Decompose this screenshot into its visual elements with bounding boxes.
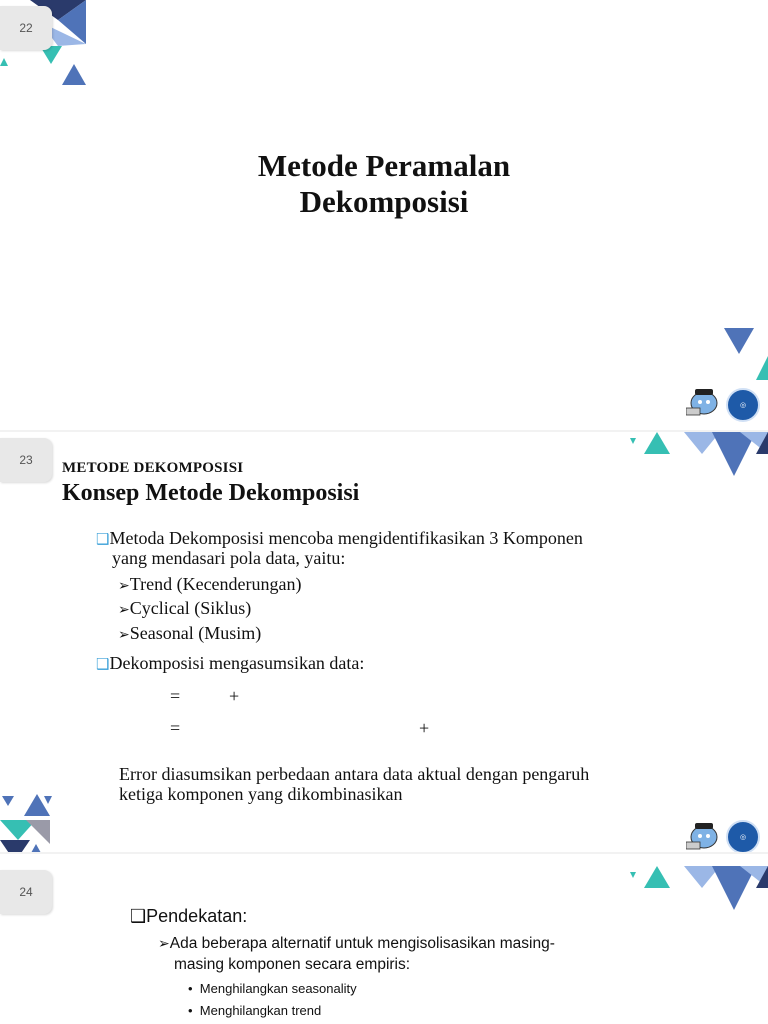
error-text-line-1: Error diasumsikan perbedaan antara data aktual dengan pengaruh <box>119 764 590 784</box>
triangle-decoration-top-right <box>620 862 768 912</box>
sub-item-cyclical <box>118 598 251 620</box>
list-item <box>188 979 357 999</box>
error-text-line-2: ketiga komponen yang dikombinasikan <box>119 784 403 804</box>
square-bullet-icon: ❑ <box>96 530 110 548</box>
bullet-1-line-1: Metoda Dekomposisi mencoba mengidentifikasikan 3 Komponen <box>109 528 583 548</box>
slide-number: 23 <box>0 438 52 482</box>
slide-title <box>0 148 768 220</box>
equation-1-plus: + <box>229 686 240 706</box>
sub-item-trend <box>118 574 302 596</box>
slide-24 <box>0 854 768 1024</box>
slide-number: 24 <box>0 870 52 914</box>
university-seal-logo: ◎ <box>726 820 760 852</box>
triangle-decoration-left <box>0 794 60 852</box>
slide-number: 22 <box>0 6 52 50</box>
list-item <box>188 1001 321 1021</box>
arrow-bullet-icon: ➢ <box>158 936 170 952</box>
bullet-2-text: Dekomposisi mengasumsikan data: <box>109 653 365 673</box>
slide-heading: Konsep Metode Dekomposisi <box>62 480 360 506</box>
dot-bullet-icon: • <box>188 981 193 996</box>
sub-item-seasonal <box>118 623 261 645</box>
square-bullet-icon: ❑ <box>96 655 110 673</box>
arrow-bullet-icon: ➢ <box>118 627 130 643</box>
bullet-1 <box>96 528 583 549</box>
sub-bullet-line-1 <box>158 934 555 954</box>
equation-2-plus: + <box>419 718 430 738</box>
bullet-1-line-2: yang mendasari pola data, yaitu: <box>112 548 346 568</box>
mascot-logo <box>686 386 722 416</box>
arrow-bullet-icon: ➢ <box>118 602 130 618</box>
triangle-decoration-top-right <box>620 432 768 482</box>
sub-bullet-line-2: masing komponen secara empiris: <box>174 956 411 973</box>
sub-item-label: Seasonal (Musim) <box>129 623 262 643</box>
list-item-label: Menghilangkan trend <box>199 1003 322 1018</box>
arrow-bullet-icon: ➢ <box>118 578 130 594</box>
sub-bullet-text: Ada beberapa alternatif untuk mengisolisasikan masing- <box>169 935 555 952</box>
dot-bullet-icon: • <box>188 1003 193 1018</box>
sub-item-label: Cyclical (Siklus) <box>129 598 252 618</box>
title-line-2: Dekomposisi <box>299 184 469 219</box>
slide-kicker: METODE DEKOMPOSISI <box>62 460 244 476</box>
mascot-logo <box>686 820 722 850</box>
square-bullet-icon: ❑ <box>130 906 147 927</box>
bullet-pendekatan <box>130 906 247 927</box>
list-item-label: Menghilangkan seasonality <box>199 981 357 996</box>
title-line-1: Metode Peramalan <box>257 148 511 183</box>
slide-22 <box>0 0 768 430</box>
slide-23 <box>0 432 768 852</box>
equation-1-equals: = <box>170 686 181 706</box>
sub-item-label: Trend (Kecenderungan) <box>129 574 302 594</box>
equation-2-equals: = <box>170 718 181 738</box>
bullet-2 <box>96 653 364 674</box>
bullet-text: Pendekatan: <box>146 906 248 926</box>
university-seal-logo: ◎ <box>726 388 760 422</box>
